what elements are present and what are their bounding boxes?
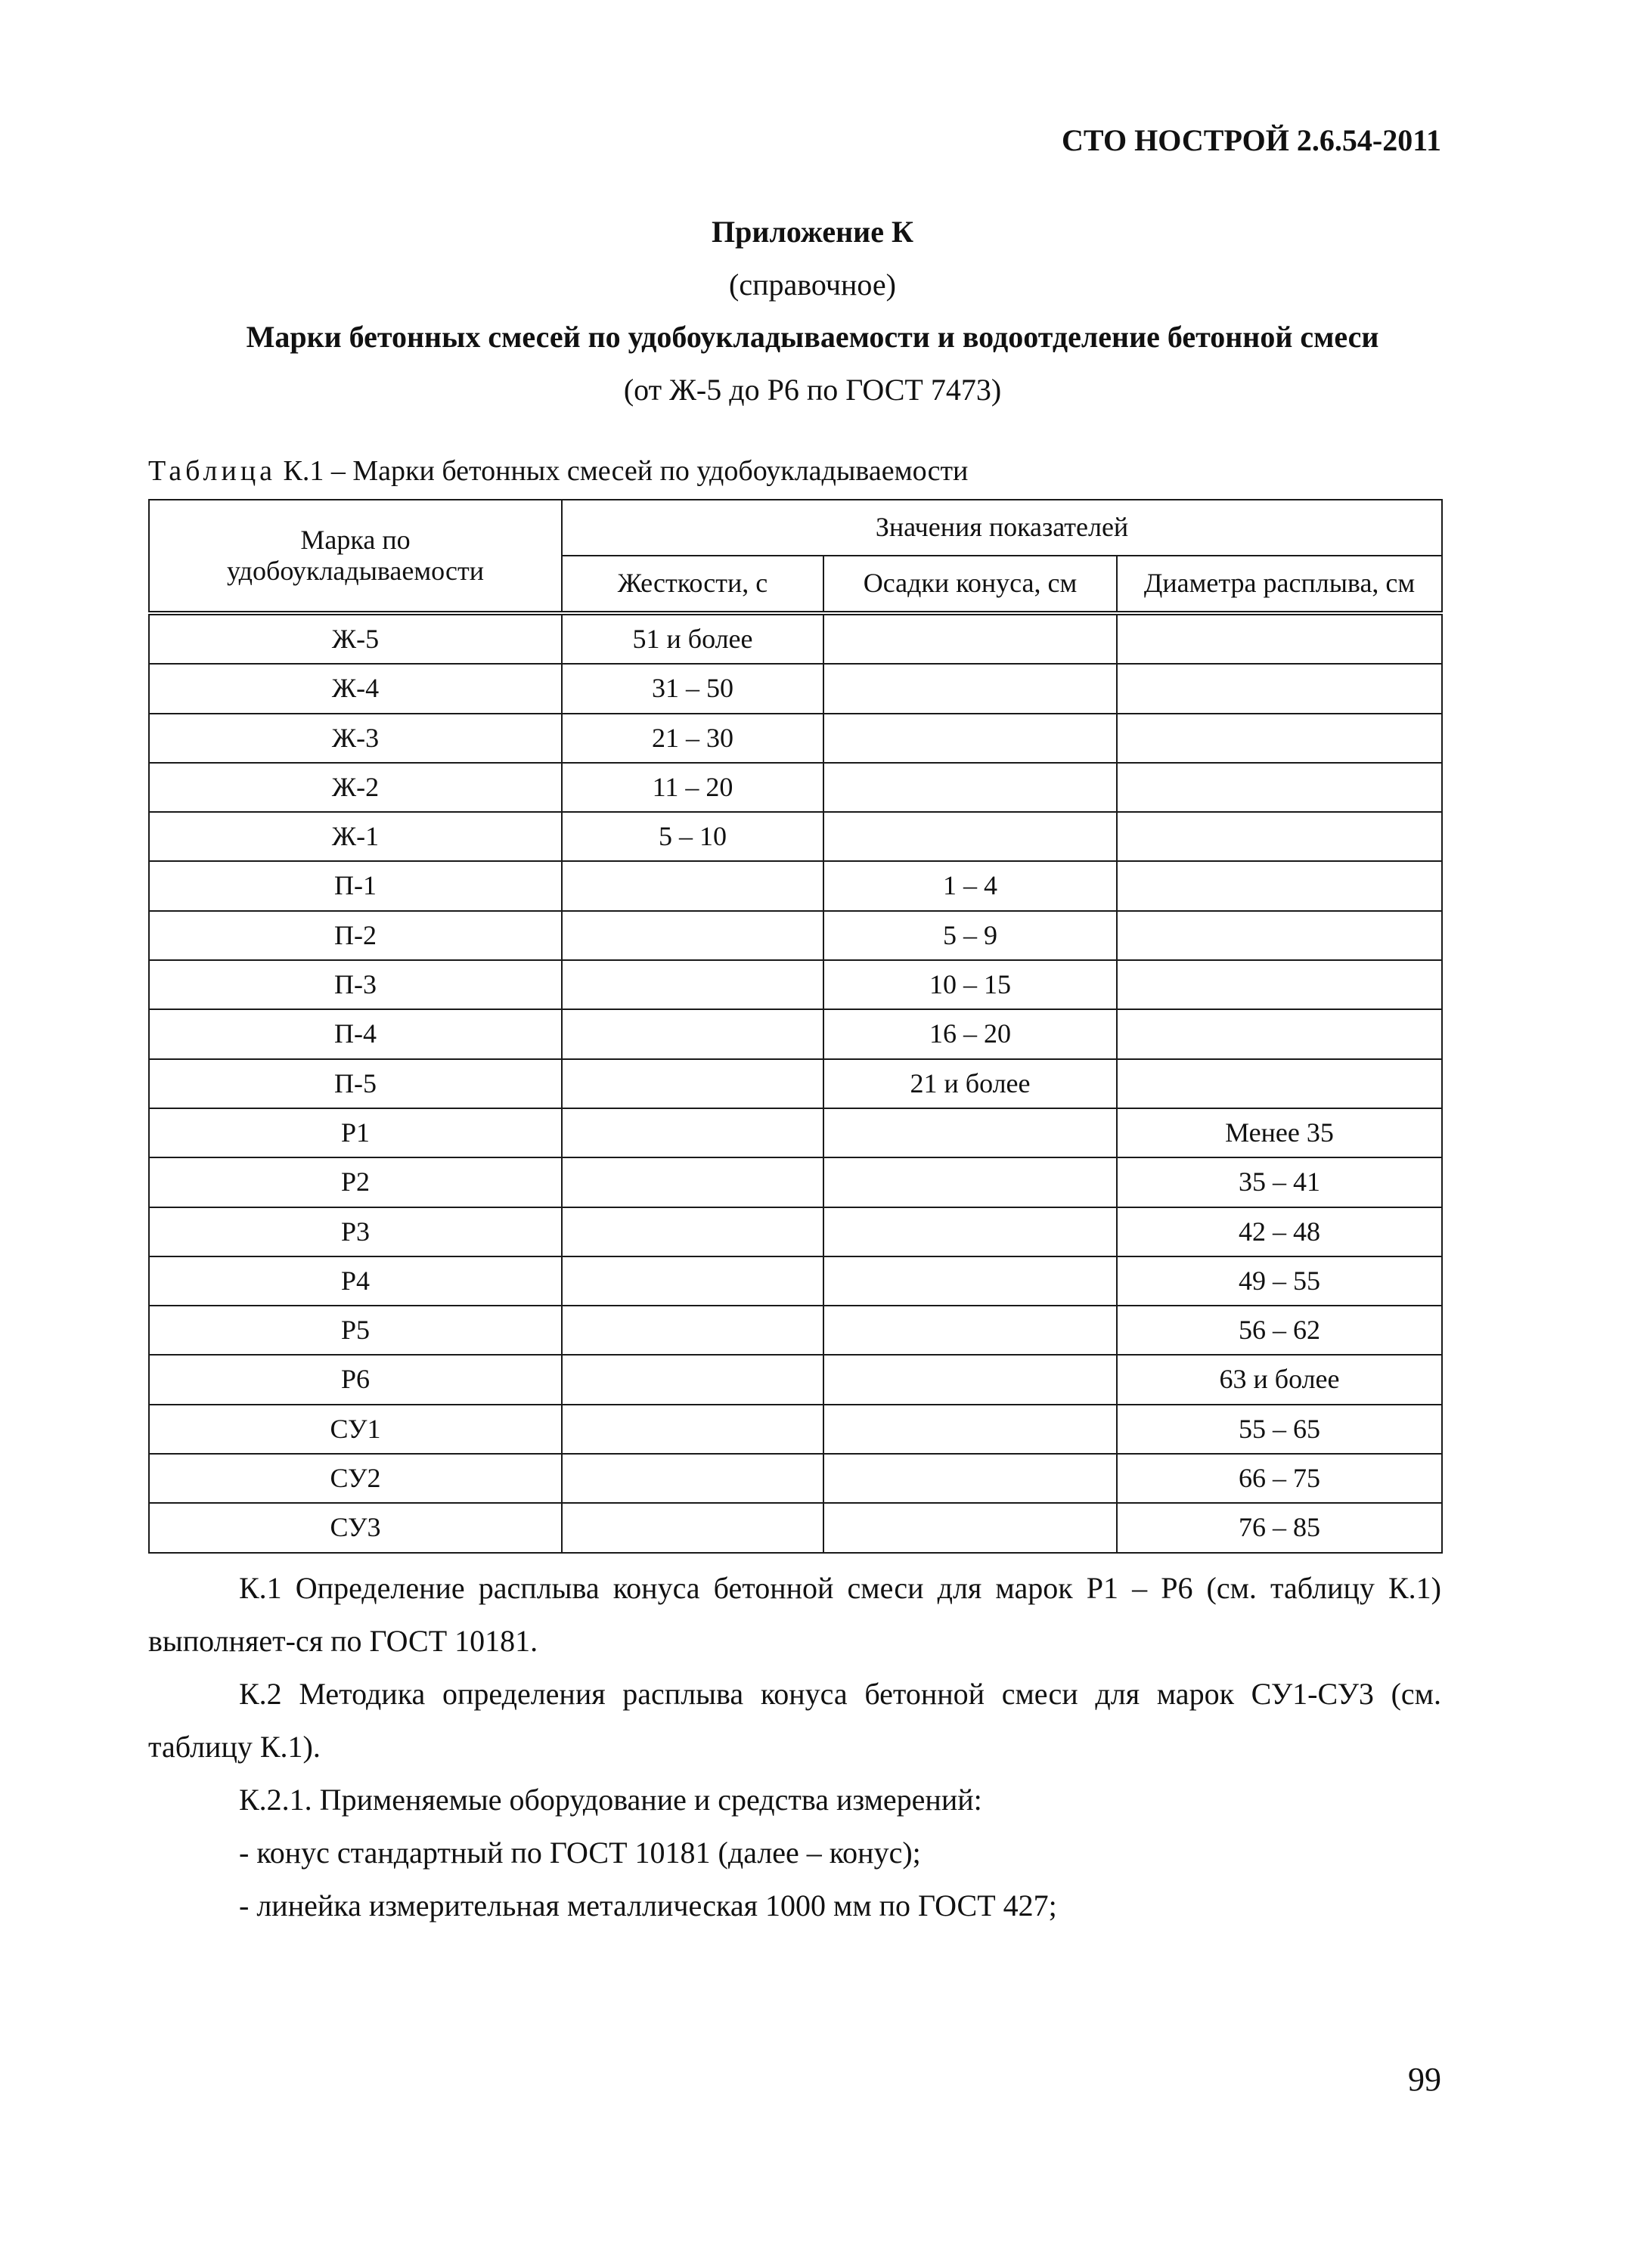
cell-grade: Р5	[149, 1306, 562, 1355]
appendix-subheading: (от Ж-5 до Р6 по ГОСТ 7473)	[623, 373, 1002, 407]
table-header-row	[149, 500, 1442, 556]
cell-stiffness: 5 – 10	[562, 812, 823, 861]
table-row	[149, 763, 1442, 812]
col-header-spread: Диаметра расплыва, см	[1117, 556, 1442, 613]
paragraph-k2	[148, 1668, 1441, 1774]
cell-stiffness	[562, 1454, 823, 1503]
cell-grade: Р2	[149, 1157, 562, 1207]
cell-spread: 55 – 65	[1117, 1405, 1442, 1454]
paragraph-k1	[148, 1562, 1441, 1668]
cell-grade: Ж-1	[149, 812, 562, 861]
cell-slump	[823, 1256, 1117, 1306]
cell-slump	[823, 613, 1117, 664]
cell-stiffness	[562, 1009, 823, 1058]
paragraph-k2-text: К.2 Методика определения расплыва конуса бетонной смеси для марок СУ1-СУ3 (см. таблицу К.1).	[148, 1677, 1441, 1764]
list-item-cone: - конус стандартный по ГОСТ 10181 (далее – конус);	[239, 1836, 921, 1870]
cell-spread	[1117, 861, 1442, 910]
cell-slump	[823, 664, 1117, 713]
table-caption	[148, 454, 968, 488]
table-row	[149, 1256, 1442, 1306]
cell-slump: 1 – 4	[823, 861, 1117, 910]
table-row	[149, 1405, 1442, 1454]
cell-stiffness	[562, 1157, 823, 1207]
cell-grade: П-1	[149, 861, 562, 910]
cell-spread	[1117, 763, 1442, 812]
cell-slump: 5 – 9	[823, 911, 1117, 960]
cell-grade: Р6	[149, 1355, 562, 1404]
cell-spread	[1117, 613, 1442, 664]
cell-stiffness	[562, 861, 823, 910]
col-header-grade: Марка по удобоукладываемости	[149, 500, 562, 613]
table-caption-text: К.1 – Марки бетонных смесей по удобоукладываемости	[276, 455, 969, 487]
table-row	[149, 1009, 1442, 1058]
cell-grade: П-4	[149, 1009, 562, 1058]
cell-spread	[1117, 960, 1442, 1009]
paragraph-k21: К.2.1. Применяемые оборудование и средства измерений:	[239, 1783, 982, 1817]
table-row	[149, 714, 1442, 763]
cell-grade: СУ3	[149, 1503, 562, 1552]
col-header-stiffness: Жесткости, с	[562, 556, 823, 613]
cell-spread	[1117, 714, 1442, 763]
table-row	[149, 1503, 1442, 1552]
cell-stiffness	[562, 1405, 823, 1454]
cell-slump	[823, 1306, 1117, 1355]
cell-spread	[1117, 1009, 1442, 1058]
cell-grade: СУ1	[149, 1405, 562, 1454]
cell-grade: Р3	[149, 1207, 562, 1256]
cell-spread: Менее 35	[1117, 1108, 1442, 1157]
table-row	[149, 613, 1442, 664]
table-row	[149, 812, 1442, 861]
table-row	[149, 1454, 1442, 1503]
appendix-heading: Марки бетонных смесей по удобоукладываемости и водоотделение бетонной смеси	[246, 320, 1379, 354]
cell-stiffness: 31 – 50	[562, 664, 823, 713]
cell-stiffness: 11 – 20	[562, 763, 823, 812]
table-row	[149, 1306, 1442, 1355]
cell-grade: П-2	[149, 911, 562, 960]
cell-grade: Ж-2	[149, 763, 562, 812]
cell-stiffness	[562, 1207, 823, 1256]
cell-spread	[1117, 911, 1442, 960]
table-row	[149, 664, 1442, 713]
table-row	[149, 1059, 1442, 1108]
cell-spread	[1117, 812, 1442, 861]
cell-spread: 49 – 55	[1117, 1256, 1442, 1306]
cell-grade: Ж-5	[149, 613, 562, 664]
paragraph-k1-text: К.1 Определение расплыва конуса бетонной смеси для марок Р1 – Р6 (см. таблицу К.1) выполняет-ся по ГОСТ 10181.	[148, 1571, 1441, 1658]
cell-spread: 42 – 48	[1117, 1207, 1442, 1256]
cell-stiffness	[562, 1306, 823, 1355]
cell-stiffness	[562, 960, 823, 1009]
cell-stiffness: 21 – 30	[562, 714, 823, 763]
table-row	[149, 1355, 1442, 1404]
cell-slump: 21 и более	[823, 1059, 1117, 1108]
col-header-slump: Осадки конуса, см	[823, 556, 1117, 613]
cell-stiffness	[562, 1355, 823, 1404]
document-code: СТО НОСТРОЙ 2.6.54-2011	[1062, 123, 1441, 157]
cell-stiffness	[562, 1059, 823, 1108]
cell-slump	[823, 1405, 1117, 1454]
cell-slump	[823, 763, 1117, 812]
cell-slump: 16 – 20	[823, 1009, 1117, 1058]
appendix-note: (справочное)	[729, 268, 896, 302]
cell-stiffness	[562, 1256, 823, 1306]
cell-grade: Ж-3	[149, 714, 562, 763]
cell-slump	[823, 1207, 1117, 1256]
cell-grade: Р4	[149, 1256, 562, 1306]
table-row	[149, 960, 1442, 1009]
cell-spread	[1117, 1059, 1442, 1108]
table-row	[149, 1207, 1442, 1256]
page-number: 99	[1408, 2061, 1441, 2098]
cell-stiffness	[562, 1503, 823, 1552]
cell-grade: П-3	[149, 960, 562, 1009]
cell-slump	[823, 1108, 1117, 1157]
appendix-title: Приложение К	[712, 215, 913, 249]
cell-spread	[1117, 664, 1442, 713]
cell-grade: П-5	[149, 1059, 562, 1108]
cell-slump: 10 – 15	[823, 960, 1117, 1009]
cell-slump	[823, 714, 1117, 763]
table-row	[149, 861, 1442, 910]
table-row	[149, 911, 1442, 960]
cell-spread: 63 и более	[1117, 1355, 1442, 1404]
col-header-group: Значения показателей	[562, 500, 1442, 556]
cell-grade: СУ2	[149, 1454, 562, 1503]
cell-slump	[823, 1157, 1117, 1207]
table-row	[149, 1157, 1442, 1207]
cell-slump	[823, 1355, 1117, 1404]
list-item-ruler: - линейка измерительная металлическая 1000 мм по ГОСТ 427;	[239, 1888, 1057, 1923]
cell-stiffness	[562, 911, 823, 960]
cell-stiffness: 51 и более	[562, 613, 823, 664]
cell-grade: Р1	[149, 1108, 562, 1157]
cell-grade: Ж-4	[149, 664, 562, 713]
cell-stiffness	[562, 1108, 823, 1157]
cell-slump	[823, 812, 1117, 861]
grades-table	[148, 499, 1443, 1554]
cell-slump	[823, 1503, 1117, 1552]
cell-spread: 56 – 62	[1117, 1306, 1442, 1355]
table-row	[149, 1108, 1442, 1157]
cell-spread: 35 – 41	[1117, 1157, 1442, 1207]
table-caption-label: Таблица	[148, 455, 277, 487]
cell-slump	[823, 1454, 1117, 1503]
cell-spread: 76 – 85	[1117, 1503, 1442, 1552]
cell-spread: 66 – 75	[1117, 1454, 1442, 1503]
